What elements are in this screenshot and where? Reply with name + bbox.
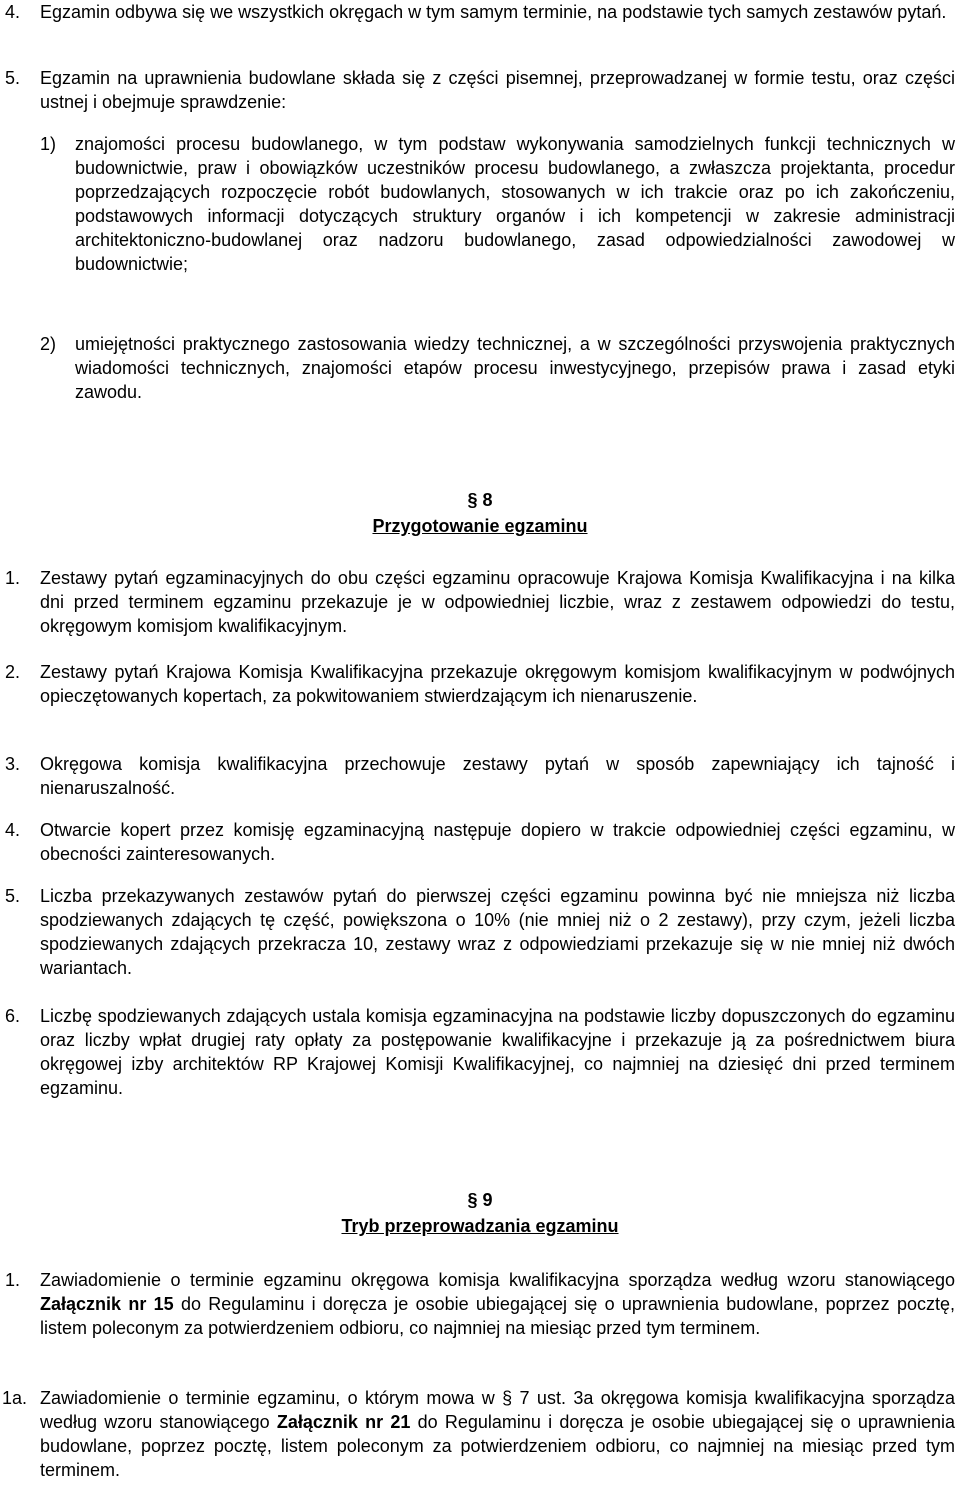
item-text: Liczba przekazywanych zestawów pytań do pierwszej części egzaminu powinna być nie mniejsza niż liczba spodziewanych zdających tę część, powiększona o 10% (nie mniej niż o 2 zestawy), przy czym, jeżeli liczba spodziewanych zdających przekracza 10, zestawy wraz z odpowiedziami przekazuje się w nie mniej niż dwóch wariantach. — [40, 886, 955, 978]
paragraph-item — [0, 884, 955, 980]
item-number: 1. — [5, 568, 21, 588]
paragraph-item — [0, 1004, 955, 1100]
item-text: Liczbę spodziewanych zdających ustala komisja egzaminacyjna na podstawie liczby dopuszczonych do egzaminu oraz liczby wpłat drugiej raty opłaty za postępowanie kwalifikacyjne i przekazuje ją za pośrednictwem biura okręgowej izby architektów RP Krajowej Komisji Kwalifikacyjnej, co najmniej na dziesięć dni przed terminem egzaminu. — [40, 1006, 955, 1098]
paragraph-item — [0, 818, 955, 866]
item-text: Okręgowa komisja kwalifikacyjna przechowuje zestawy pytań w sposób zapewniający ich tajność i nienaruszalność. — [40, 754, 955, 798]
paragraph-item — [0, 0, 955, 24]
item-text: Egzamin odbywa się we wszystkich okręgach w tym samym terminie, na podstawie tych samych zestawów pytań. — [40, 2, 947, 22]
sub-item — [40, 132, 955, 276]
item-number: 1a. — [2, 1388, 28, 1408]
item-text-part: do Regulaminu i doręcza je osobie ubiegającej się o uprawnienia budowlane, poprzez pocztę, listem poleconym za potwierdzeniem odbioru, co najmniej na miesiąc przed tym terminem. — [40, 1412, 955, 1480]
sub-item-text: znajomości procesu budowlanego, w tym podstaw wykonywania samodzielnych funkcji technicznych w budownictwie, praw i obowiązków uczestników procesu budowlanego, a zwłaszcza projektanta, procedur poprzedzających rozpoczęcie robót budowlanych, stosowanych w ich trakcie oraz po ich zakończeniu, podstawowych informacji dotyczących struktury organów i ich kompetencji w zakresie administracji architektoniczno-budowlanej oraz nadzoru budowlanego, zasad odpowiedzialności zawodowej w budownictwie; — [75, 134, 955, 274]
sub-item-number: 2) — [40, 334, 57, 354]
attachment-reference: Załącznik nr 15 — [40, 1294, 174, 1314]
paragraph-item — [0, 66, 955, 114]
paragraph-item — [0, 660, 955, 708]
item-number: 2. — [5, 662, 21, 682]
item-text: Egzamin na uprawnienia budowlane składa się z części pisemnej, przeprowadzanej w formie testu, oraz części ustnej i obejmuje sprawdzenie: — [40, 68, 955, 112]
attachment-reference: Załącznik nr 21 — [276, 1412, 411, 1432]
sub-item-number: 1) — [40, 134, 57, 154]
sub-item — [40, 332, 955, 404]
item-number: 6. — [5, 1006, 21, 1026]
item-number: 3. — [5, 754, 21, 774]
item-number: 5. — [5, 886, 21, 906]
section-title — [0, 514, 960, 538]
item-text-part: Zawiadomienie o terminie egzaminu, o którym mowa w § 7 ust. 3a okręgowa komisja kwalifikacyjna sporządza według wzoru stanowiącego — [40, 1388, 955, 1432]
item-text-part: do Regulaminu i doręcza je osobie ubiegającej się o uprawnienia budowlane, poprzez pocztę, listem poleconym za potwierdzeniem odbioru, co najmniej na miesiąc przed tym terminem. — [40, 1294, 955, 1338]
paragraph-item — [0, 1386, 955, 1482]
paragraph-item — [0, 752, 955, 800]
item-text-part: Zawiadomienie o terminie egzaminu okręgowa komisja kwalifikacyjna sporządza według wzoru stanowiącego — [40, 1270, 955, 1290]
section-title — [0, 1214, 960, 1238]
section-title-text: Tryb przeprowadzania egzaminu — [341, 1216, 619, 1236]
item-number: 4. — [5, 2, 21, 22]
item-number: 1. — [5, 1270, 21, 1290]
section-title-text: Przygotowanie egzaminu — [372, 516, 588, 536]
paragraph-item — [0, 566, 955, 638]
sub-item-text: umiejętności praktycznego zastosowania wiedzy technicznej, a w szczególności przyswojenia praktycznych wiadomości technicznych, znajomości etapów procesu inwestycyjnego, przepisów prawa i zasad etyki zawodu. — [75, 334, 955, 402]
item-text — [40, 1386, 955, 1482]
section-number: § 9 — [467, 1190, 493, 1210]
item-text: Otwarcie kopert przez komisję egzaminacyjną następuje dopiero w trakcie odpowiedniej części egzaminu, w obecności zainteresowanych. — [40, 820, 955, 864]
paragraph-item — [0, 1268, 955, 1340]
item-text — [40, 1268, 955, 1340]
item-number: 4. — [5, 820, 21, 840]
item-text: Zestawy pytań egzaminacyjnych do obu części egzaminu opracowuje Krajowa Komisja Kwalifikacyjna i na kilka dni przed terminem egzaminu przekazuje je w odpowiedniej liczbie, wraz z zestawem odpowiedzi do testu, okręgowym komisjom kwalifikacyjnym. — [40, 568, 955, 636]
item-number: 5. — [5, 68, 21, 88]
item-text: Zestawy pytań Krajowa Komisja Kwalifikacyjna przekazuje okręgowym komisjom kwalifikacyjnym w podwójnych opieczętowanych kopertach, za pokwitowaniem stwierdzającym ich nienaruszenie. — [40, 662, 955, 706]
section-number: § 8 — [467, 490, 493, 510]
